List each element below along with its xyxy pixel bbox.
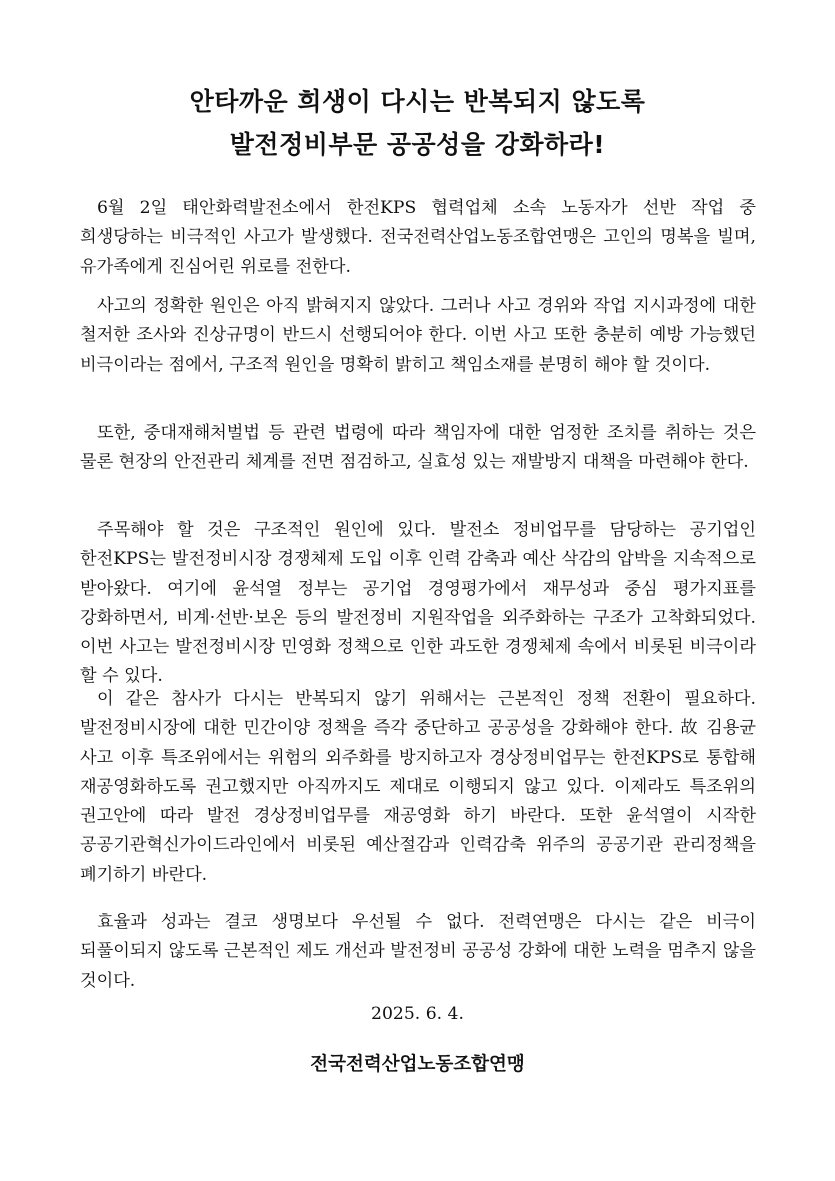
title-line-1: 안타까운 희생이 다시는 반복되지 않도록: [189, 87, 646, 116]
paragraph-3: 또한, 중대재해처벌법 등 관련 법령에 따라 책임자에 대한 엄정한 조치를 취하는 것은 물론 현장의 안전관리 체계를 전면 점검하고, 실효성 있는 재발방지 대책을 마련해야 한다.: [80, 423, 756, 473]
statement-date: 2025. 6. 4.: [371, 1004, 464, 1024]
paragraph-6: 효율과 성과는 결코 생명보다 우선될 수 없다. 전력연맹은 다시는 같은 비극이 되풀이되지 않도록 근본적인 제도 개선과 발전정비 공공성 강화에 대한 노력을 멈추지 않을 것이다.: [80, 912, 756, 991]
paragraph-4: 주목해야 할 것은 구조적인 원인에 있다. 발전소 정비업무를 담당하는 공기업인 한전KPS는 발전정비시장 경쟁체제 도입 이후 인력 감축과 예산 삭감의 압박을 지속적으로 받아왔다. 여기에 윤석열 정부는 공기업 경영평가에서 재무성과 중심 평가지표를 강화하면서, 비계·선반·보온 등의 발전정비 지원작업을 외주화하는 구조가 고착화되었다. 이번 사고는 발전정비시장 민영화 정책으로 인한 과도한 경쟁체제 속에서 비롯된 비극이라 할 수 있다.: [80, 520, 756, 687]
organization-signature: 전국전력산업노동조합연맹: [310, 1054, 525, 1075]
title-line-2: 발전정비부문 공공성을 강화하라!: [229, 130, 606, 159]
paragraph-1: 6월 2일 태안화력발전소에서 한전KPS 협력업체 소속 노동자가 선반 작업 중 희생당하는 비극적인 사고가 발생했다. 전국전력산업노동조합연맹은 고인의 명복을 빌며, 유가족에게 진심어린 위로를 전한다.: [80, 198, 756, 277]
paragraph-5: 이 같은 참사가 다시는 반복되지 않기 위해서는 근본적인 정책 전환이 필요하다. 발전정비시장에 대한 민간이양 정책을 즉각 중단하고 공공성을 강화해야 한다. 故 김용균 사고 이후 특조위에서는 위험의 외주화를 방지하고자 경상정비업무는 한전KPS로 통합해 재공영화하도록 권고했지만 아직까지도 제대로 이행되지 않고 있다. 이제라도 특조위의 권고안에 따라 발전 경상정비업무를 재공영화 하기 바란다. 또한 윤석열이 시작한 공공기관혁신가이드라인에서 비롯된 예산절감과 인력감축 위주의 공공기관 관리정책을 폐기하기 바란다.: [80, 689, 756, 885]
paragraph-2: 사고의 정확한 원인은 아직 밝혀지지 않았다. 그러나 사고 경위와 작업 지시과정에 대한 철저한 조사와 진상규명이 반드시 선행되어야 한다. 이번 사고 또한 충분히 예방 가능했던 비극이라는 점에서, 구조적 원인을 명확히 밝히고 책임소재를 분명히 해야 할 것이다.: [80, 296, 756, 375]
